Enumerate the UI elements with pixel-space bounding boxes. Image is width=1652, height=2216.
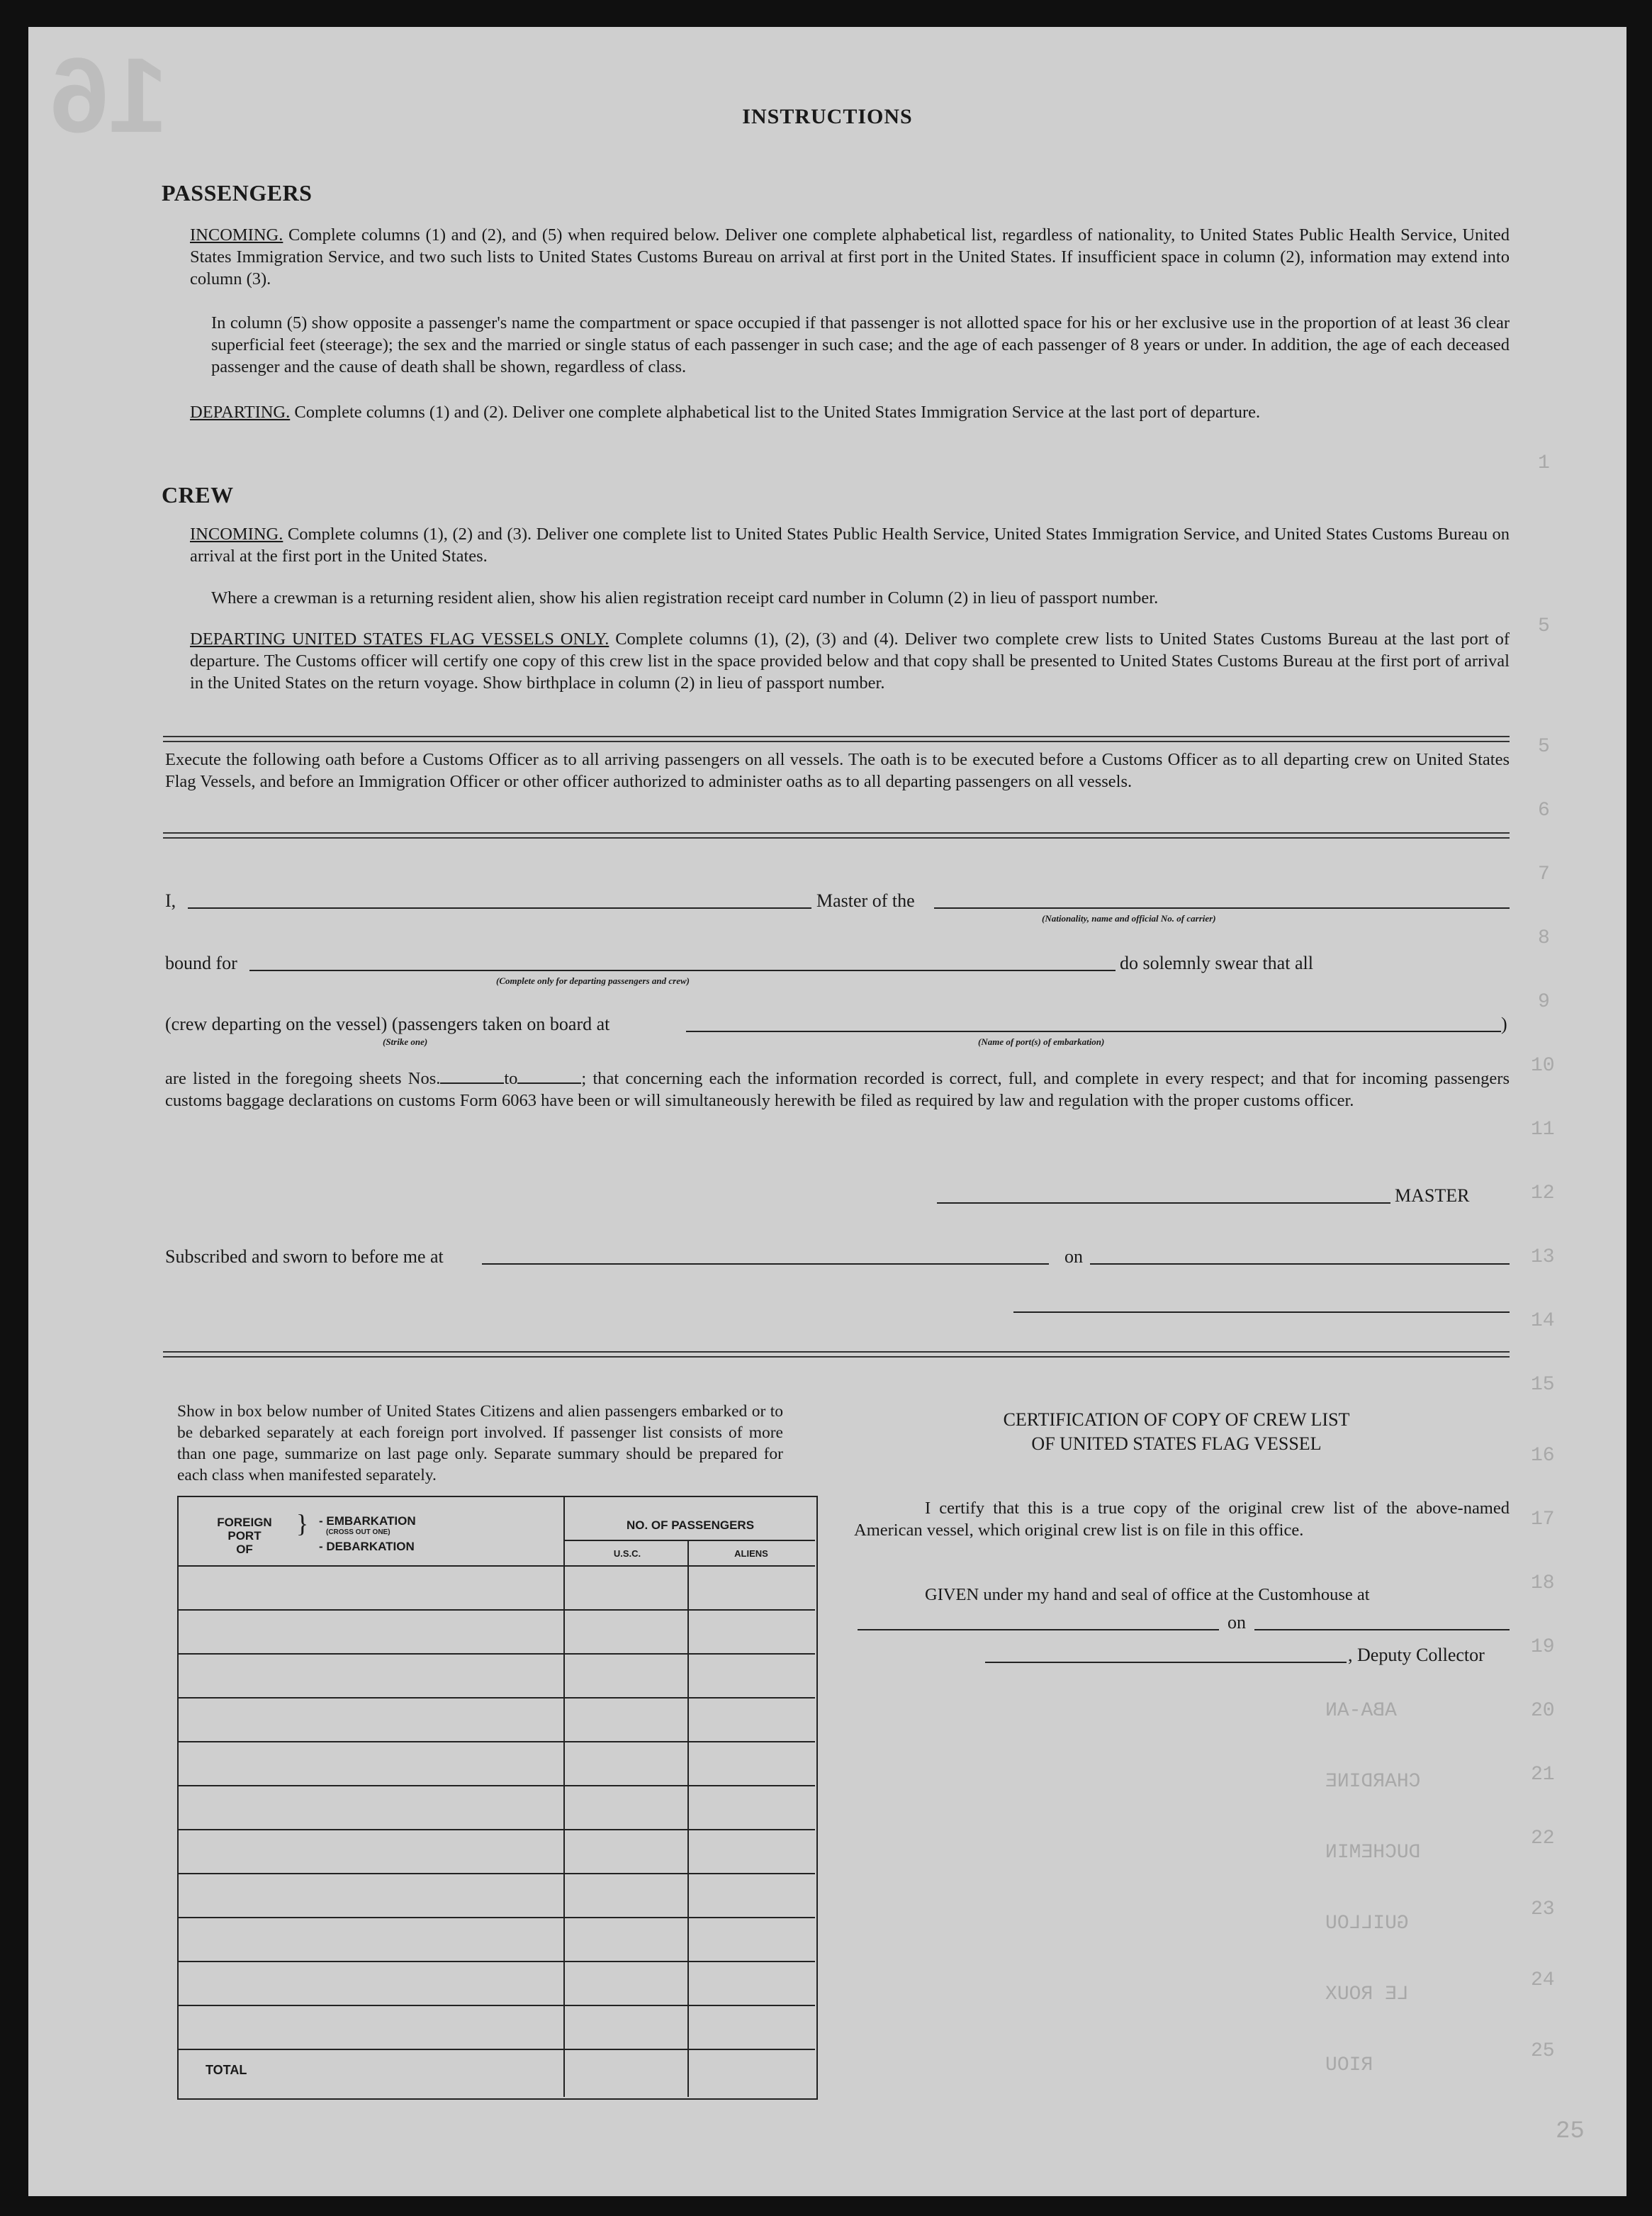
officer-signature-field[interactable]: [1013, 1311, 1510, 1313]
bleed-through-num: 8: [1538, 927, 1550, 949]
passenger-summary-table: [177, 1496, 818, 2100]
bleed-through-num: 5: [1538, 615, 1550, 637]
embarkation-port-field[interactable]: [686, 1031, 1501, 1032]
deputy-signature-field[interactable]: [985, 1662, 1347, 1663]
embarkation-label: - EMBARKATION: [319, 1514, 416, 1528]
certification-date-field[interactable]: [1254, 1629, 1510, 1630]
passengers-departing-text: Complete columns (1) and (2). Deliver one complete alphabetical list to the United States Immigration Service at the last port of departure.: [294, 403, 1261, 422]
master-of-label: Master of the: [816, 890, 915, 911]
total-label: TOTAL: [206, 2063, 247, 2077]
bleed-through-num: 13: [1531, 1246, 1555, 1268]
customhouse-field[interactable]: [858, 1629, 1219, 1630]
table-row-line: [179, 1829, 815, 1830]
table-row-line: [179, 1961, 815, 1962]
bleed-through-num: 10: [1531, 1055, 1555, 1077]
bound-for-caption: (Complete only for departing passengers and crew): [496, 975, 690, 986]
passengers-column5-text: In column (5) show opposite a passenger's name the compartment or space occupied if that passenger is not allotted space for his or her exclusive use in the proportion of at least 36 clear superficial feet (steerage); the sex and the married or single status of each passenger in such case; and the age of each passenger of 8 years or under. In addition, the age of each deceased passenger and the cause of death shall be shown, regardless of class.: [211, 313, 1510, 376]
table-row-line: [179, 1873, 815, 1874]
bleed-through-page-mark: 25: [1556, 2118, 1585, 2145]
listed-prefix: are listed in the foregoing sheets Nos.: [165, 1069, 441, 1088]
usc-header: U.S.C.: [613, 1548, 641, 1559]
bound-for-field[interactable]: [249, 970, 1116, 971]
listed-block: [165, 1068, 1510, 1112]
certification-on-label: on: [1227, 1612, 1246, 1633]
bleed-through-num: 24: [1531, 1969, 1555, 1991]
bleed-through-name: RIOU: [1325, 2054, 1373, 2076]
table-row-line: [179, 1917, 815, 1918]
page-title: INSTRUCTIONS: [742, 105, 913, 128]
bleed-through-num: 9: [1538, 991, 1550, 1013]
bleed-through-name: GUILLOU: [1325, 1913, 1409, 1935]
crew-heading: CREW: [162, 482, 234, 508]
master-signature-field[interactable]: [937, 1202, 1390, 1204]
certify-text: I certify that this is a true copy of the original crew list of the above-named American vessel, which original crew list is on file in this office.: [854, 1499, 1510, 1540]
table-row-line: [179, 1785, 815, 1786]
table-col-divider: [687, 1541, 689, 2097]
divider: [163, 1351, 1510, 1358]
table-row-line: [179, 2005, 815, 2006]
carrier-field[interactable]: [934, 907, 1510, 909]
bleed-through-num: 17: [1531, 1509, 1555, 1531]
passengers-departing-label: DEPARTING.: [190, 403, 291, 422]
passengers-departing-block: [190, 401, 1510, 423]
certification-title-2: OF UNITED STATES FLAG VESSEL: [1031, 1433, 1322, 1454]
crew-resident-text: Where a crewman is a returning resident alien, show his alien registration receipt card number in Column (2) in lieu of passport number.: [211, 588, 1159, 608]
bleed-through-num: 23: [1531, 1898, 1555, 1920]
table-divider: [565, 1540, 815, 1541]
sheet-to-field[interactable]: [517, 1082, 581, 1084]
bleed-through-num: 7: [1538, 863, 1550, 885]
bleed-through-num: 18: [1531, 1572, 1555, 1594]
bound-for-label: bound for: [165, 953, 237, 973]
bleed-through-num: 19: [1531, 1636, 1555, 1658]
passengers-incoming-block: [190, 224, 1510, 290]
crew-departing-text: (crew departing on the vessel) (passengers taken on board at: [165, 1014, 610, 1034]
bleed-through-num: 16: [1531, 1445, 1555, 1467]
master-name-field[interactable]: [188, 907, 811, 909]
bleed-through-name: LE ROUX: [1325, 1983, 1409, 2005]
table-row-line: [179, 1697, 815, 1699]
deputy-collector-label: , Deputy Collector: [1348, 1645, 1485, 1665]
master-label: MASTER: [1395, 1185, 1470, 1206]
bleed-through-corner-mark: 16: [50, 35, 168, 155]
bleed-through-num: 5: [1538, 736, 1550, 758]
document-sheet: [28, 27, 1626, 2196]
crew-incoming-text: Complete columns (1), (2) and (3). Deliver one complete list to United States Public Health Service, United States Immigration Service, and United States Customs Bureau on arrival at the first port in the United States.: [190, 525, 1510, 566]
bleed-through-name: ABA-AN: [1325, 1700, 1397, 1722]
subscribed-date-field[interactable]: [1090, 1263, 1510, 1265]
bleed-through-num: 15: [1531, 1374, 1555, 1396]
cross-out-label: (CROSS OUT ONE): [326, 1528, 390, 1536]
crew-departing-block: [190, 628, 1510, 694]
crew-incoming-label: INCOMING.: [190, 525, 283, 544]
table-col-divider: [563, 1497, 565, 2097]
bleed-through-num: 1: [1538, 452, 1550, 474]
bleed-through-num: 11: [1531, 1119, 1555, 1141]
bleed-through-num: 20: [1531, 1700, 1555, 1722]
crew-departing-text: Complete columns (1), (2), (3) and (4). Deliver two complete crew lists to United States Customs Bureau at the last port of departure. The Customs officer will certify one copy of this crew list in the space provided below and that copy shall be presented to United States Customs Bureau at the first port of arrival in the United States on the return voyage. Show birthplace in column (2) in lieu of passport number.: [190, 629, 1510, 693]
bleed-through-num: 14: [1531, 1310, 1555, 1332]
table-header-divider: [179, 1565, 815, 1567]
bleed-through-num: 22: [1531, 1828, 1555, 1850]
bleed-through-name: DUCHEMIN: [1325, 1842, 1421, 1864]
oath-i-label: I,: [165, 890, 176, 911]
bleed-through-num: 6: [1538, 800, 1550, 822]
close-paren: ): [1501, 1014, 1507, 1034]
listed-rest: ; that concerning each the information recorded is correct, full, and complete in every respect; and that for incoming passengers customs baggage declarations on customs Form 6063 have been or will simultaneously herewith be filed as required by law and regulation with the proper customs officer.: [165, 1069, 1510, 1110]
embark-caption: (Name of port(s) of embarkation): [978, 1036, 1105, 1047]
aliens-header: ALIENS: [734, 1548, 768, 1559]
strike-caption: (Strike one): [383, 1036, 428, 1047]
table-row-line: [179, 1653, 815, 1655]
given-text: GIVEN under my hand and seal of office at the Customhouse at: [925, 1585, 1370, 1604]
swear-text: do solemnly swear that all: [1120, 953, 1313, 973]
col-foreign-port: FOREIGN PORT OF: [217, 1516, 272, 1556]
bleed-through-num: 21: [1531, 1764, 1555, 1786]
divider: [163, 736, 1510, 742]
passengers-incoming-label: INCOMING.: [190, 225, 283, 245]
passengers-heading: PASSENGERS: [162, 180, 313, 206]
carrier-caption: (Nationality, name and official No. of carrier): [1042, 913, 1216, 924]
oath-intro: Execute the following oath before a Customs Officer as to all arriving passengers on all vessels. The oath is to be executed before a Customs Officer as to all departing crew on United States Flag Vessels, and before an Immigration Officer or other officer authorized to administer oaths as to all departing passengers on all vessels.: [165, 750, 1510, 791]
crew-incoming-block: [190, 523, 1510, 567]
debarkation-label: - DEBARKATION: [319, 1540, 415, 1553]
bleed-through-num: 25: [1531, 2040, 1555, 2062]
subscribed-on-label: on: [1064, 1246, 1083, 1267]
table-row-line: [179, 1741, 815, 1742]
summary-instructions: Show in box below number of United States Citizens and alien passengers embarked or to be debarked separately at each foreign port involved. If passenger list consists of more than one page, summarize on last page only. Separate summary should be prepared for each class when manifested separately.: [177, 1402, 783, 1484]
no-passengers-header: NO. OF PASSENGERS: [626, 1518, 755, 1532]
certification-title-1: CERTIFICATION OF COPY OF CREW LIST: [1003, 1409, 1350, 1430]
subscribed-text: Subscribed and sworn to before me at: [165, 1246, 444, 1267]
divider: [163, 832, 1510, 839]
sheet-from-field[interactable]: [440, 1082, 504, 1084]
passengers-incoming-text: Complete columns (1) and (2), and (5) when required below. Deliver one complete alphabetical list, regardless of nationality, to United States Public Health Service, United States Immigration Service, and two such lists to United States Customs Bureau on arrival at first port in the United States. If insufficient space in column (2), information may extend into column (3).: [190, 225, 1510, 289]
subscribed-place-field[interactable]: [482, 1263, 1049, 1265]
crew-departing-label: DEPARTING UNITED STATES FLAG VESSELS ONLY.: [190, 629, 609, 649]
listed-to: to: [504, 1069, 518, 1088]
bleed-through-name: CHARDINE: [1325, 1771, 1421, 1793]
table-row-line: [179, 2049, 815, 2050]
bleed-through-num: 12: [1531, 1182, 1555, 1204]
brace-left: }: [296, 1509, 309, 1538]
table-row-line: [179, 1609, 815, 1611]
